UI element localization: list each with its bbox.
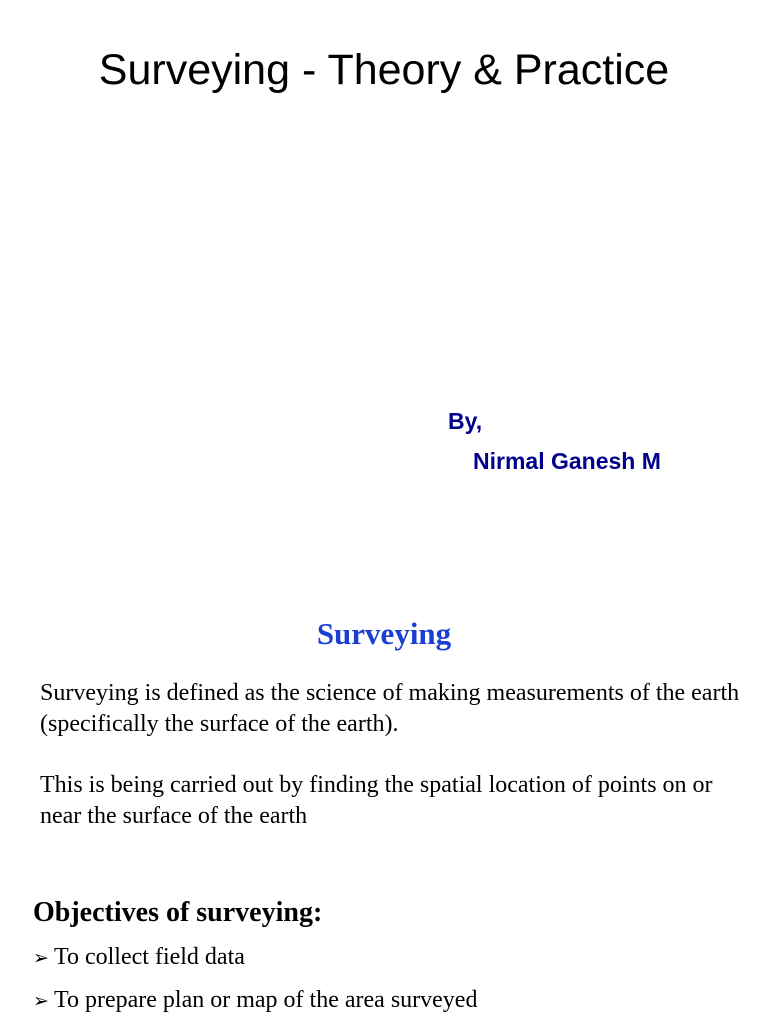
arrowhead-bullet-icon: ➢ xyxy=(33,947,49,969)
method-paragraph: This is being carried out by finding the spatial location of points on or near the surface of the earth xyxy=(40,772,713,829)
slide-heading: Surveying xyxy=(316,616,452,651)
objective-text: To prepare plan or map of the area surveyed xyxy=(54,987,478,1013)
byline-label: By, xyxy=(448,408,483,434)
content-slide xyxy=(0,575,768,1024)
objective-text: To collect field data xyxy=(54,944,245,970)
objective-item xyxy=(33,942,477,985)
objective-item xyxy=(33,985,477,1028)
author-name: Nirmal Ganesh M xyxy=(473,448,661,474)
arrowhead-bullet-icon: ➢ xyxy=(33,990,49,1012)
objectives-heading: Objectives of surveying: xyxy=(33,897,323,928)
objectives-list xyxy=(33,942,477,1028)
presentation-title: Surveying - Theory & Practice xyxy=(98,46,670,94)
definition-paragraph: Surveying is defined as the science of making measurements of the earth (specifically the surface of the earth). xyxy=(40,680,740,737)
